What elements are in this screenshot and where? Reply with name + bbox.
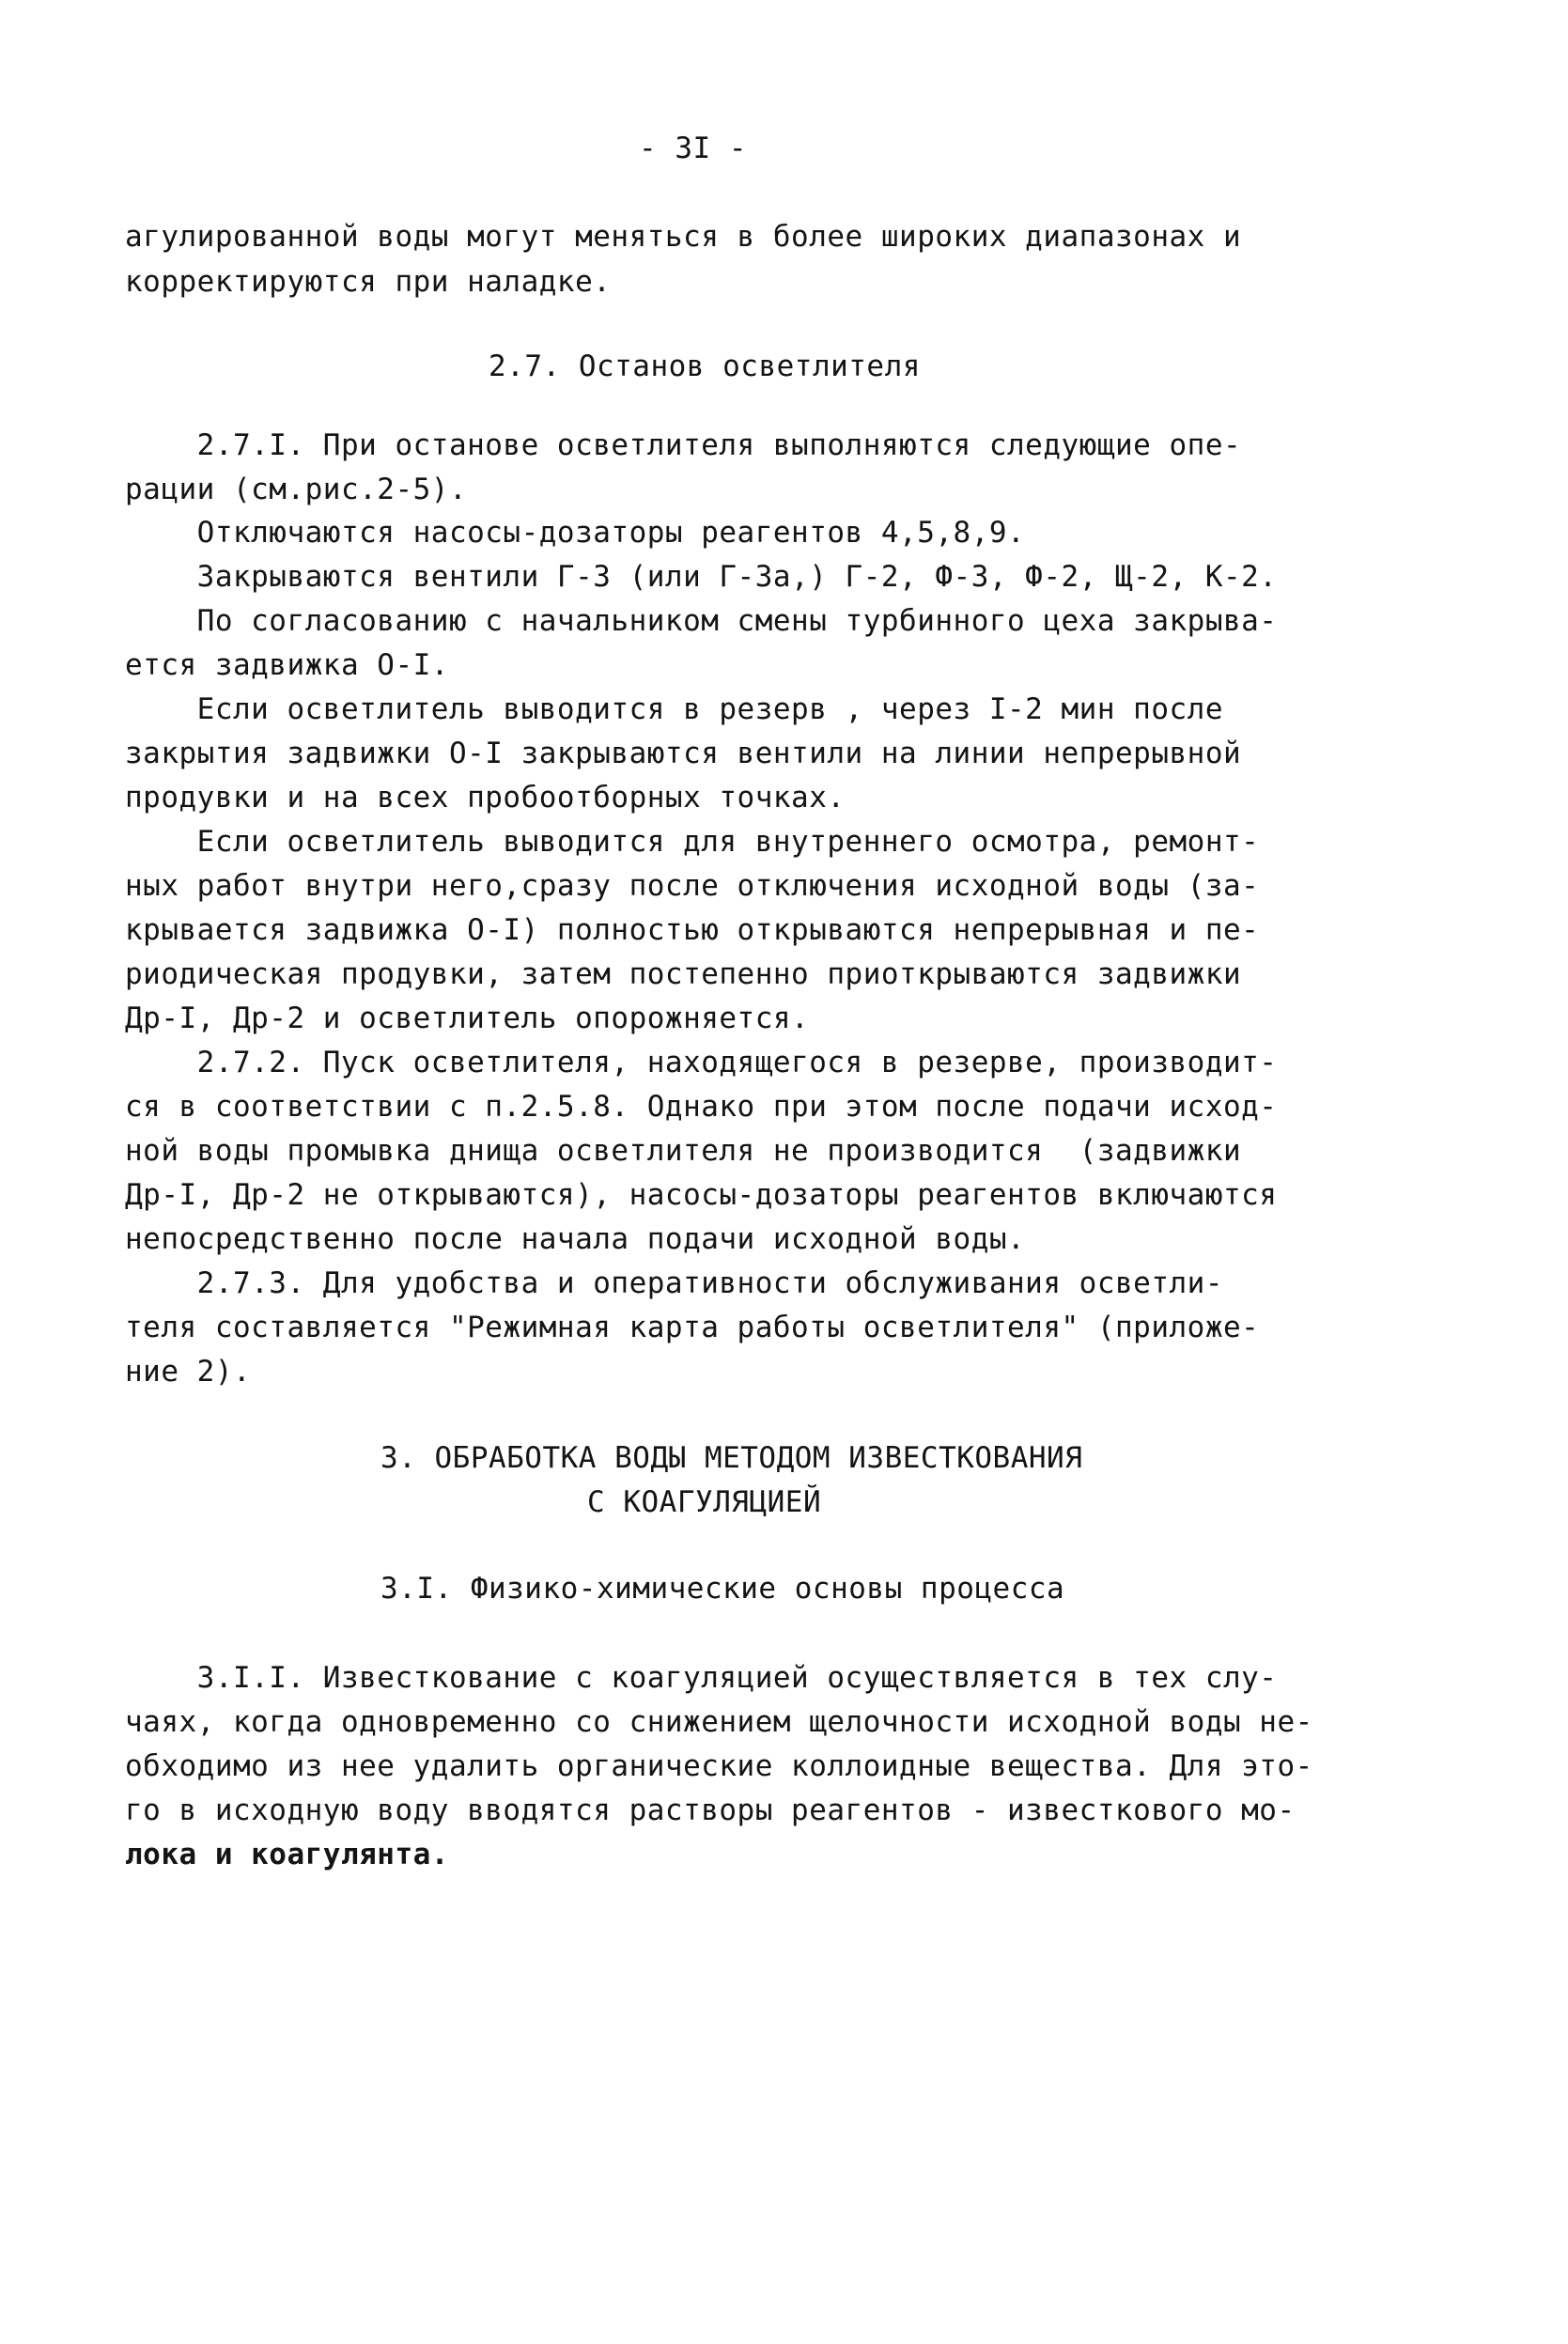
text-line: Др-I, Др-2 и осветлитель опорожняется. [125,1001,810,1035]
text-line: Закрываются вентили Г-3 (или Г-3а,) Г-2, Ф-3, Ф-2, Щ-2, К-2. [125,560,1278,594]
text-line: 3.I.I. Известкование с коагуляцией осуществляется в тех слу- [125,1661,1278,1695]
text-line: Если осветлитель выводится в резерв , через I-2 мин после [125,692,1223,726]
text-line: Др-I, Др-2 не открываются), насосы-дозаторы реагентов включаются [125,1178,1278,1212]
text-line: лока и коагулянта. [125,1838,449,1871]
section-heading-3-line1: 3. ОБРАБОТКА ВОДЫ МЕТОДОМ ИЗВЕСТКОВАНИЯ [380,1441,1083,1475]
text-line: По согласованию с начальником смены турбинного цеха закрыва- [125,604,1278,638]
text-line: продувки и на всех пробоотборных точках. [125,781,846,815]
text-line: 2.7.3. Для удобства и оперативности обслуживания осветли- [125,1266,1223,1300]
text-line: непосредственно после начала подачи исходной воды. [125,1222,1026,1256]
text-line: ся в соответствии с п.2.5.8. Однако при этом после подачи исход- [125,1090,1278,1124]
text-line: ние 2). [125,1355,252,1389]
section-heading-2-7: 2.7. Останов осветлителя [489,349,921,383]
text-line: теля составляется "Режимная карта работы осветлителя" (приложе- [125,1311,1260,1344]
text-line: Отключаются насосы-дозаторы реагентов 4,5,8,9. [125,516,1026,550]
page-number: - 3I - [639,132,747,165]
text-line: рации (см.рис.2-5). [125,473,468,506]
text-line: ной воды промывка днища осветлителя не производится (задвижки [125,1134,1242,1168]
text-line: го в исходную воду вводятся растворы реагентов - известкового мо- [125,1793,1296,1827]
text-line: закрытия задвижки О-I закрываются вентили на линии непрерывной [125,737,1242,770]
text-line: корректируются при наладке. [125,265,612,299]
text-line: 2.7.I. При останове осветлителя выполняются следующие опе- [125,428,1242,462]
text-line: ных работ внутри него,сразу после отключения исходной воды (за- [125,869,1260,903]
text-line: обходимо из нее удалить органические коллоидные вещества. Для это- [125,1749,1313,1783]
text-line: риодическая продувки, затем постепенно приоткрываются задвижки [125,957,1242,991]
text-line: крывается задвижка О-I) полностью открываются непрерывная и пе- [125,913,1260,947]
text-line: ется задвижка О-I. [125,648,449,682]
text-line: чаях, когда одновременно со снижением щелочности исходной воды не- [125,1705,1313,1739]
text-line: Если осветлитель выводится для внутреннего осмотра, ремонт- [125,825,1260,859]
text-line: 2.7.2. Пуск осветлителя, находящегося в резерве, производит- [125,1046,1278,1079]
section-heading-3-line2: С КОАГУЛЯЦИЕЙ [587,1485,822,1519]
subsection-heading-3-1: 3.I. Физико-химические основы процесса [380,1572,1065,1606]
text-line: агулированной воды могут меняться в более широких диапазонах и [125,220,1242,254]
